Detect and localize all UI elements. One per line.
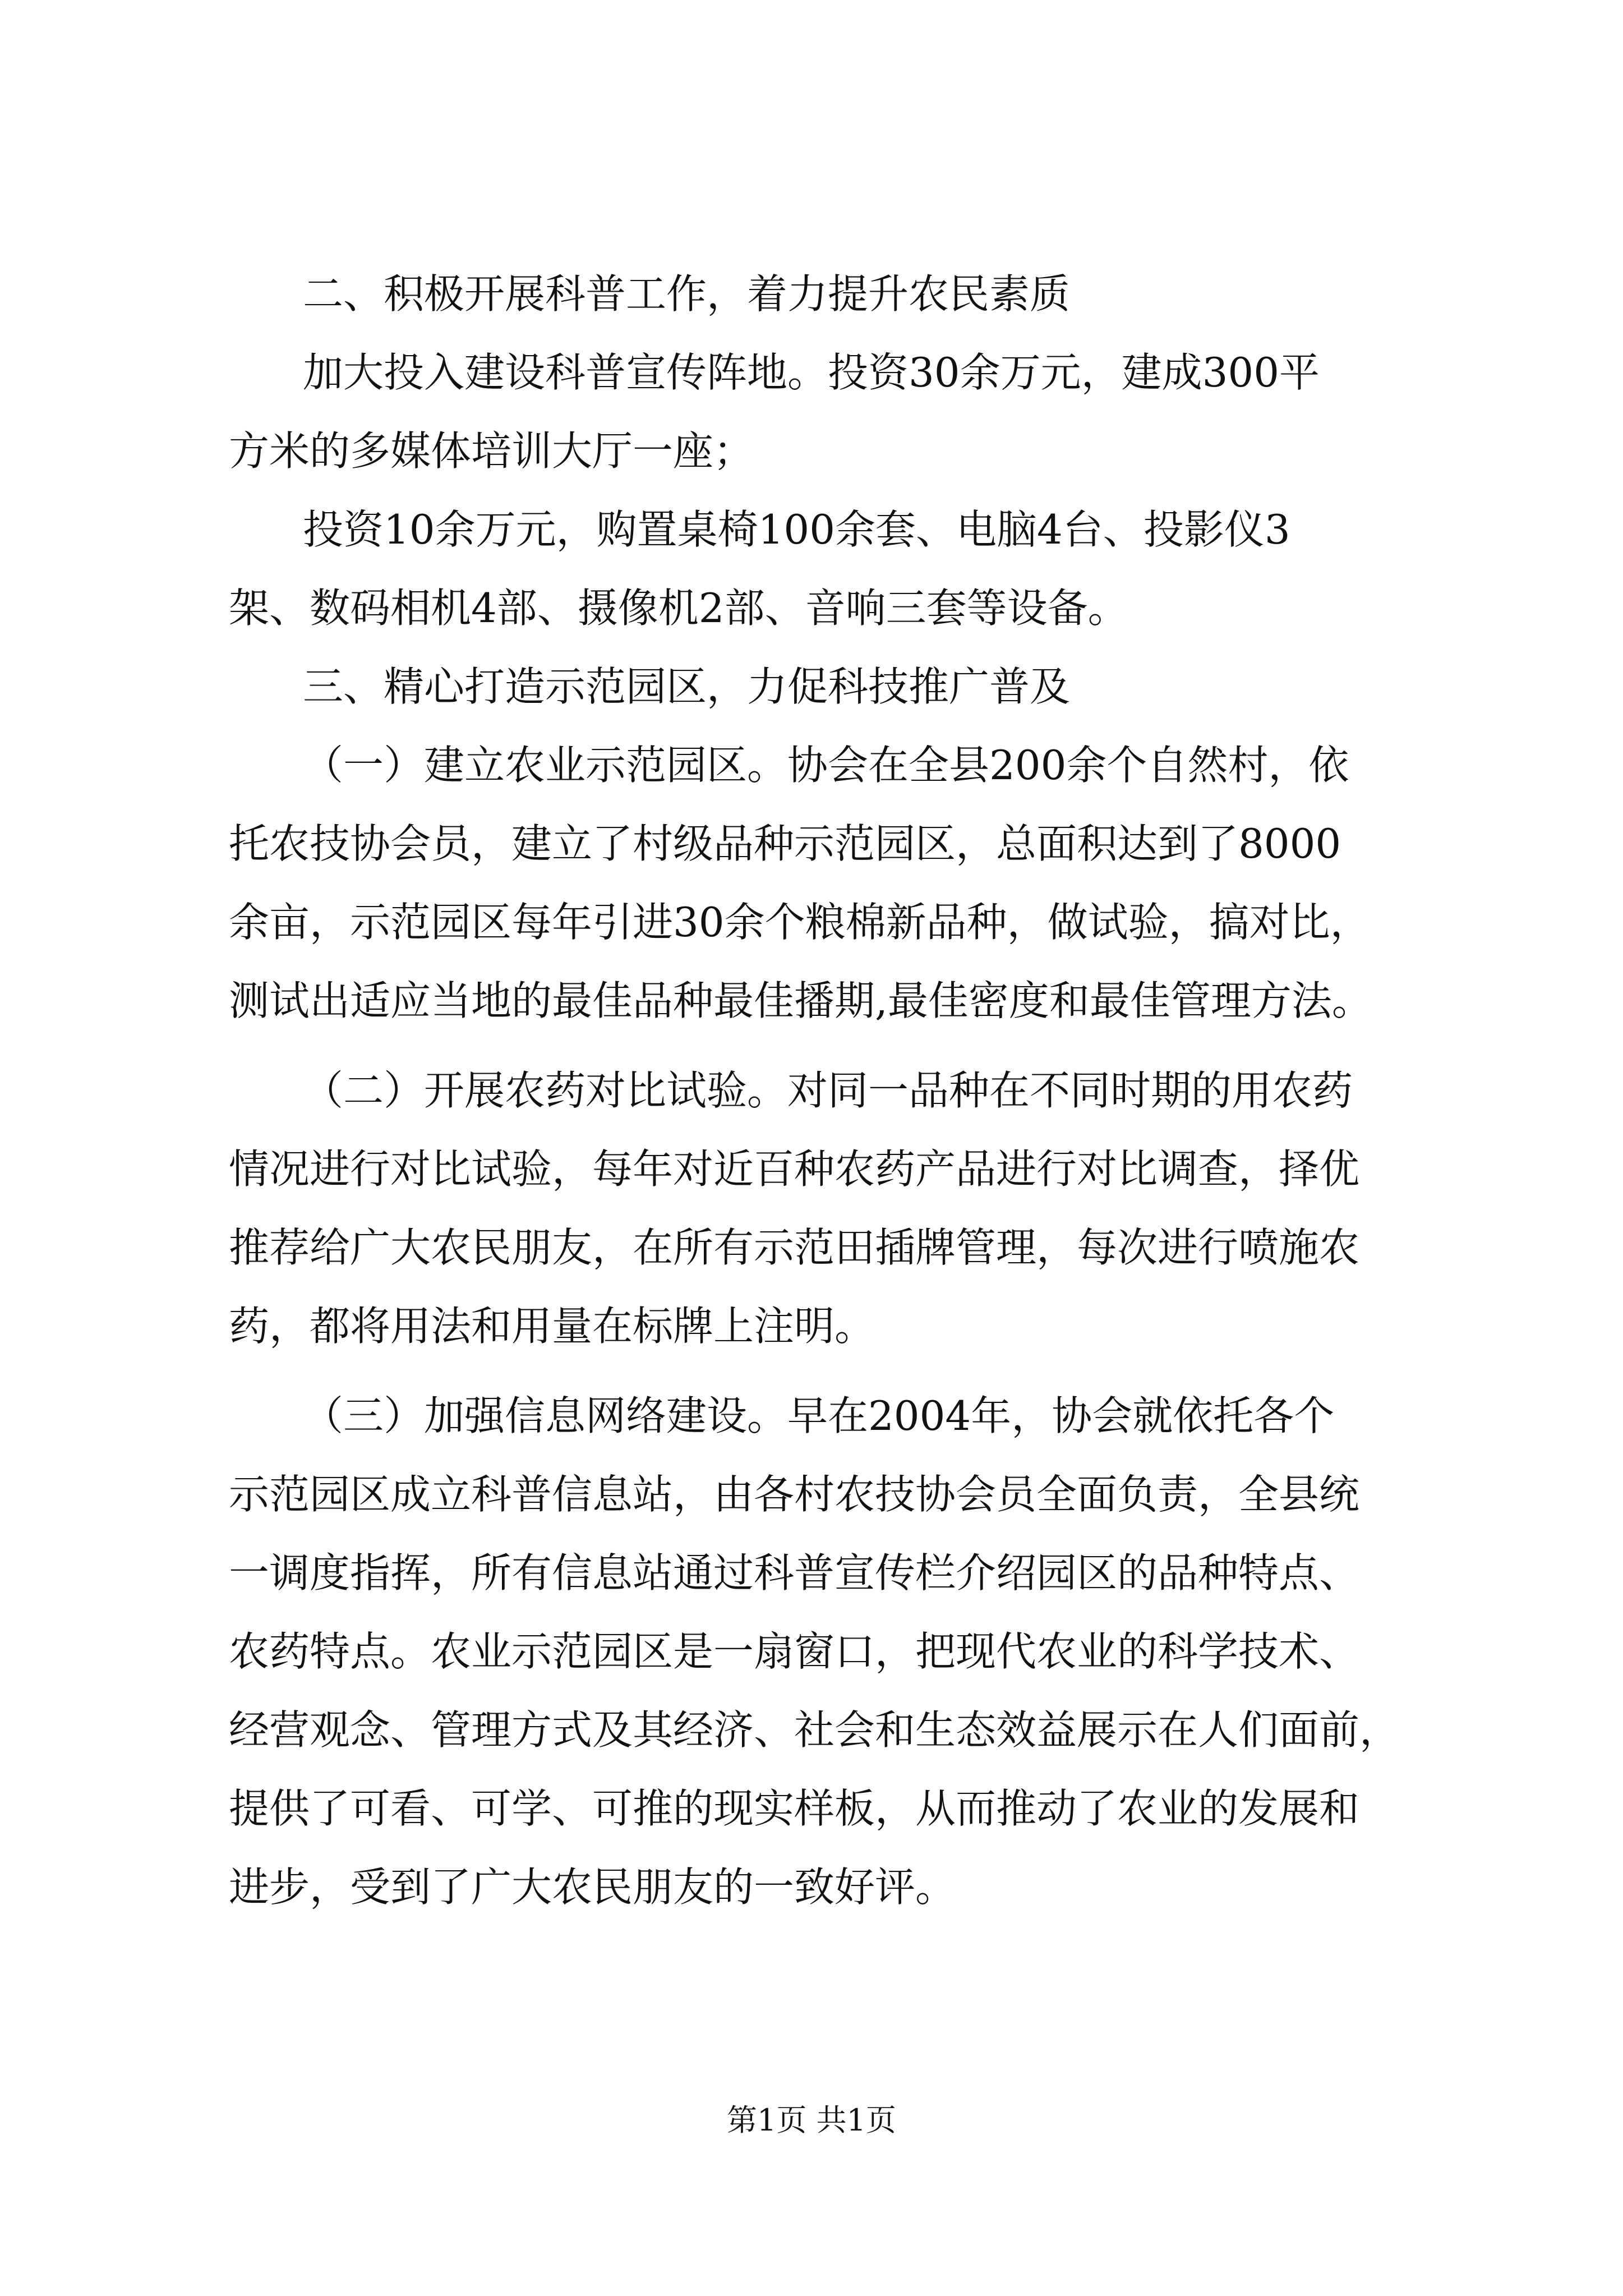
paragraph-line: 测试出适应当地的最佳品种最佳播期,最佳密度和最佳管理方法。 <box>229 977 1372 1024</box>
paragraph-line: 药，都将用法和用量在标牌上注明。 <box>229 1303 875 1350</box>
paragraph-line: （三）加强信息网络建设。早在2004年，协会就依托各个 <box>303 1392 1335 1439</box>
paragraph-line: 一调度指挥，所有信息站通过科普宣传栏介绍园区的品种特点、 <box>229 1549 1360 1596</box>
page-number-footer: 第1页 共1页 <box>727 2102 896 2138</box>
paragraph-line: 推荐给广大农民朋友，在所有示范田插牌管理，每次进行喷施农 <box>229 1224 1360 1271</box>
paragraph-line: 余亩，示范园区每年引进30余个粮棉新品种，做试验，搞对比， <box>229 899 1371 946</box>
section-heading-2: 二、积极开展科普工作，着力提升农民素质 <box>303 270 1071 318</box>
paragraph-line: 加大投入建设科普宣传阵地。投资30余万元，建成300平 <box>303 349 1320 396</box>
paragraph-line: （一）建立农业示范园区。协会在全县200余个自然村，依 <box>303 742 1349 789</box>
section-heading-3: 三、精心打造示范园区，力促科技推广普及 <box>303 663 1071 710</box>
paragraph-line: 投资10余万元，购置桌椅100余套、电脑4台、投影仪3 <box>303 506 1290 553</box>
paragraph-line: 架、数码相机4部、摄像机2部、音响三套等设备。 <box>229 585 1128 632</box>
paragraph-line: 提供了可看、可学、可推的现实样板，从而推动了农业的发展和 <box>229 1785 1360 1832</box>
paragraph-line: 进步，受到了广大农民朋友的一致好评。 <box>229 1864 956 1911</box>
paragraph-line: 方米的多媒体培训大厅一座； <box>229 427 754 475</box>
paragraph-line: （二）开展农药对比试验。对同一品种在不同时期的用农药 <box>303 1067 1353 1114</box>
paragraph-line: 农药特点。农业示范园区是一扇窗口，把现代农业的科学技术、 <box>229 1628 1360 1675</box>
paragraph-line: 经营观念、管理方式及其经济、社会和生态效益展示在人们面前， <box>229 1706 1400 1754</box>
paragraph-line: 情况进行对比试验，每年对近百种农药产品进行对比调查，择优 <box>229 1145 1360 1193</box>
paragraph-line: 托农技协会员，建立了村级品种示范园区，总面积达到了8000 <box>229 820 1341 867</box>
paragraph-line: 示范园区成立科普信息站，由各村农技协会员全面负责，全县统 <box>229 1471 1360 1518</box>
